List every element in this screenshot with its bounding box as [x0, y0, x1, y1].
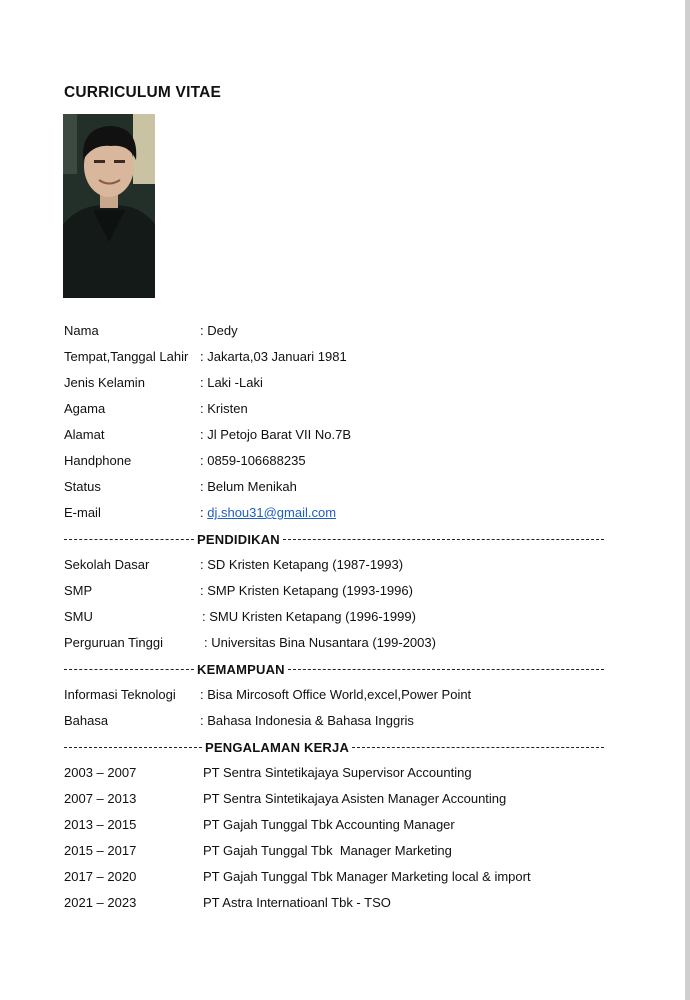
- field-value: : Kristen: [200, 401, 248, 416]
- experience-description: PT Astra Internatioanl Tbk - TSO: [203, 895, 391, 910]
- field-label: Handphone: [64, 453, 132, 468]
- field-value: : Laki -Laki: [200, 375, 263, 390]
- section-heading: PENDIDIKAN: [197, 531, 280, 547]
- field-value: : SMP Kristen Ketapang (1993-1996): [200, 583, 413, 598]
- experience-period: 2021 – 2023: [64, 895, 137, 910]
- field-label: SMU: [64, 609, 93, 624]
- field-value: : SD Kristen Ketapang (1987-1993): [200, 557, 404, 572]
- field-label: Informasi Teknologi: [64, 687, 176, 702]
- section-divider-kemampuan: [64, 659, 604, 679]
- field-label: Nama: [64, 323, 99, 338]
- field-value: : Universitas Bina Nusantara (199-2003): [204, 635, 436, 650]
- field-label: Status: [64, 479, 101, 494]
- field-value: : SMU Kristen Ketapang (1996-1999): [202, 609, 416, 624]
- experience-description: PT Sentra Sintetikajaya Supervisor Accounting: [203, 765, 472, 780]
- section-heading: PENGALAMAN KERJA: [205, 739, 350, 755]
- field-value: : Belum Menikah: [200, 479, 297, 494]
- field-value: : Bisa Mircosoft Office World,excel,Power Point: [200, 687, 472, 702]
- field-label: Agama: [64, 401, 106, 416]
- field-label: SMP: [64, 583, 93, 598]
- field-label: Perguruan Tinggi: [64, 635, 164, 650]
- email-value: [200, 503, 336, 523]
- experience-description: PT Gajah Tunggal Tbk Manager Marketing: [203, 843, 452, 858]
- experience-period: 2007 – 2013: [64, 791, 137, 806]
- experience-description: PT Gajah Tunggal Tbk Manager Marketing local & import: [203, 869, 531, 884]
- field-label: Tempat,Tanggal Lahir: [64, 349, 189, 364]
- experience-description: PT Gajah Tunggal Tbk Accounting Manager: [203, 817, 455, 832]
- experience-period: 2015 – 2017: [64, 843, 137, 858]
- field-value: : Jl Petojo Barat VII No.7B: [200, 427, 352, 442]
- experience-description: PT Sentra Sintetikajaya Asisten Manager Accounting: [203, 791, 507, 806]
- document-title: CURRICULUM VITAE: [64, 84, 222, 101]
- field-label: Alamat: [64, 427, 105, 442]
- experience-period: 2003 – 2007: [64, 765, 137, 780]
- experience-period: 2013 – 2015: [64, 817, 137, 832]
- section-divider-pengalaman: [64, 737, 604, 757]
- field-label: Sekolah Dasar: [64, 557, 150, 572]
- field-value: : Jakarta,03 Januari 1981: [200, 349, 347, 364]
- field-label: Bahasa: [64, 713, 109, 728]
- field-value: : 0859-106688235: [200, 453, 306, 468]
- field-label: E-mail: [64, 505, 101, 520]
- profile-photo: [63, 114, 155, 298]
- section-heading: KEMAMPUAN: [197, 661, 285, 677]
- email-prefix: :: [200, 505, 208, 520]
- field-label: Jenis Kelamin: [64, 375, 145, 390]
- section-divider-pendidikan: [64, 529, 604, 549]
- experience-period: 2017 – 2020: [64, 869, 137, 884]
- field-value: : Dedy: [200, 323, 238, 338]
- email-link[interactable]: dj.shou31@gmail.com: [207, 505, 337, 520]
- page-edge: [685, 0, 690, 1000]
- field-value: : Bahasa Indonesia & Bahasa Inggris: [200, 713, 414, 728]
